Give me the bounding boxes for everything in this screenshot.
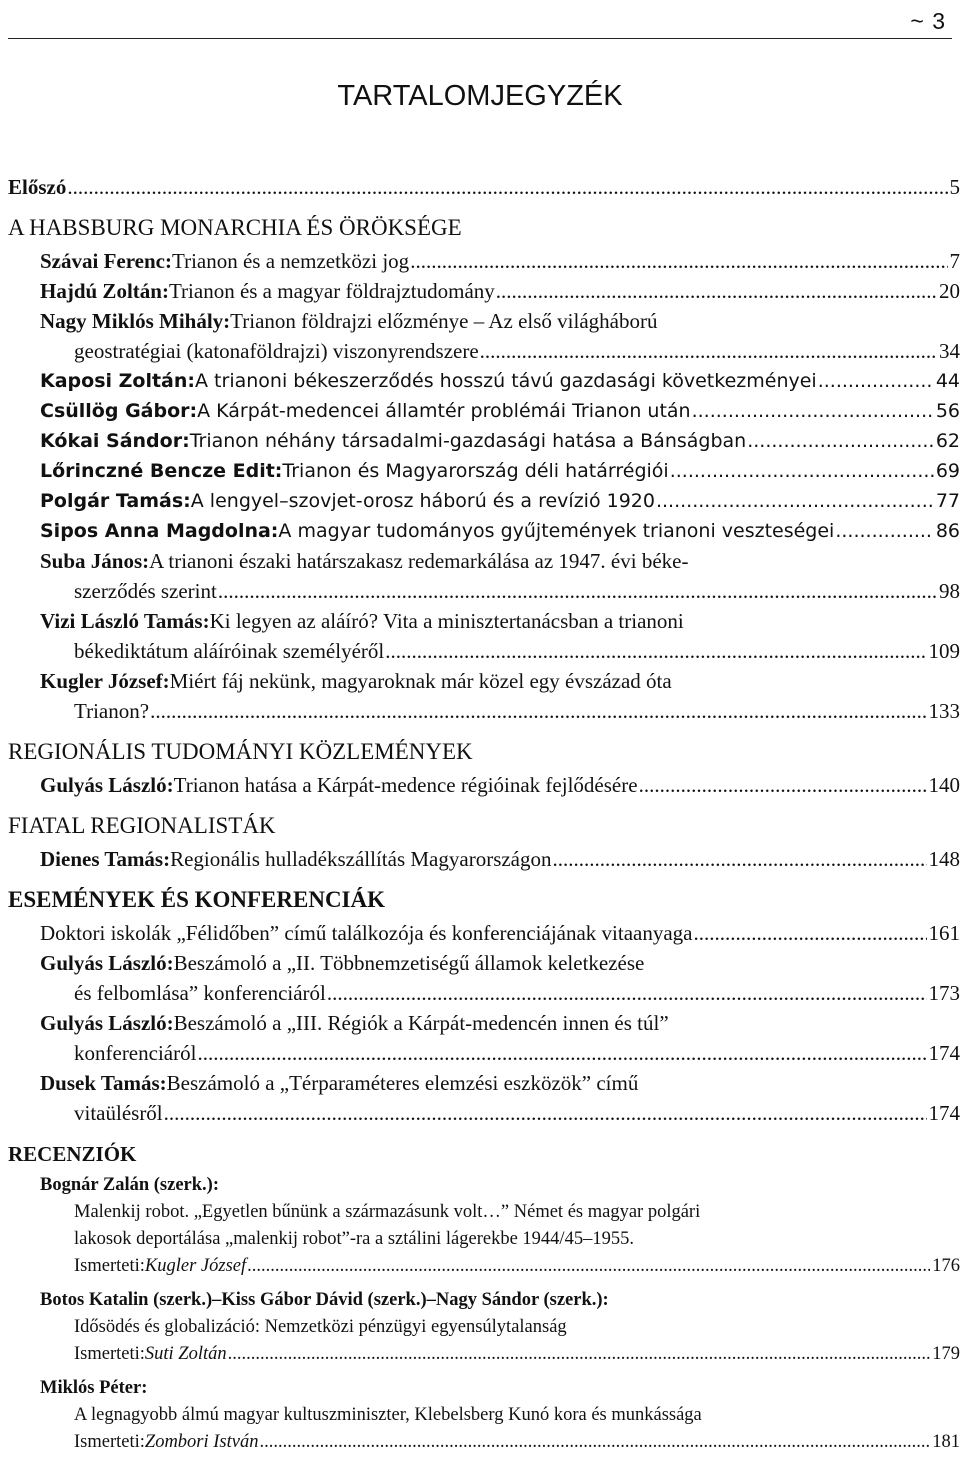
toc-entry-continuation[interactable] <box>8 978 960 1008</box>
review-title-line <box>8 1402 960 1429</box>
dot-leader <box>553 844 927 874</box>
entry-author: Gulyás László: <box>40 951 174 975</box>
entry-title: Trianon földrajzi előzménye – Az első világháború <box>230 309 658 333</box>
dot-leader <box>259 1429 930 1456</box>
entry-author: Lőrinczné Bencze Edit: <box>40 460 283 482</box>
reviewer-label: Ismerteti: <box>74 1344 145 1364</box>
toc-entry[interactable] <box>8 546 960 576</box>
reviewer-name: Zombori István <box>144 1432 259 1452</box>
entry-title: Ki legyen az aláíró? Vita a minisztertanácsban a trianoni <box>209 609 684 633</box>
toc-entry[interactable] <box>8 1253 960 1280</box>
dot-leader <box>692 396 934 426</box>
entry-title: A magyar tudományos gyűjtemények trianoni veszteségei <box>278 520 835 542</box>
dot-leader <box>150 696 926 726</box>
dot-leader <box>818 366 934 396</box>
entry-author: Gulyás László: <box>40 773 174 797</box>
page-ref: 181 <box>932 1432 960 1452</box>
page-header <box>8 0 952 39</box>
entry-title: konferenciáról <box>74 1041 197 1065</box>
review-title-line <box>8 1226 960 1253</box>
toc-entry[interactable] <box>8 276 960 306</box>
section-heading-events: ESEMÉNYEK ÉS KONFERENCIÁK <box>8 887 386 912</box>
review-editor <box>8 1172 960 1199</box>
page-ref: 44 <box>935 370 960 392</box>
page-ref: 176 <box>932 1256 960 1276</box>
toc-entry[interactable] <box>8 666 960 696</box>
toc-entry[interactable] <box>8 1429 960 1456</box>
page-ref: 174 <box>928 1041 960 1065</box>
page-ref: 86 <box>935 520 960 542</box>
review-editor <box>8 1287 960 1314</box>
entry-title: Trianon és Magyarország déli határrégiói <box>282 460 669 482</box>
toc-entry[interactable] <box>8 918 960 948</box>
entry-author: Polgár Tamás: <box>40 490 191 512</box>
toc-entry[interactable] <box>8 770 960 800</box>
entry-title: A lengyel–szovjet-orosz háború és a revízió 1920 <box>190 490 655 512</box>
dot-leader <box>164 1098 927 1128</box>
entry-title: Trianon és a nemzetközi jog <box>172 249 410 273</box>
dot-leader <box>835 516 933 546</box>
entry-title: vitaülésről <box>74 1101 163 1125</box>
section-heading-reviews: RECENZIÓK <box>8 1142 137 1166</box>
entry-title: Idősödés és globalizáció: Nemzetközi pénzügyi egyensúlytalanság <box>74 1317 567 1337</box>
dot-leader <box>197 1038 926 1068</box>
entry-title: A trianoni északi határszakasz redemarkálása az 1947. évi béke- <box>149 549 689 573</box>
entry-author: Dusek Tamás: <box>40 1071 167 1095</box>
entry-title: Trianon? <box>74 699 150 723</box>
page-ref: 98 <box>939 579 960 603</box>
toc-entry[interactable] <box>8 1068 960 1098</box>
entry-author: Dienes Tamás: <box>40 847 171 871</box>
entry-author: Botos Katalin (szerk.)–Kiss Gábor Dávid (szerk.)–Nagy Sándor (szerk.): <box>40 1290 609 1310</box>
page-ref: 179 <box>932 1344 960 1364</box>
review-editor <box>8 1375 960 1402</box>
page-ref: 69 <box>935 460 960 482</box>
entry-author: Szávai Ferenc: <box>40 249 172 273</box>
dot-leader <box>410 246 947 276</box>
toc-entry[interactable] <box>8 948 960 978</box>
toc-entry[interactable] <box>8 366 960 396</box>
table-of-contents <box>8 172 960 1456</box>
toc-entry-continuation[interactable] <box>8 336 960 366</box>
dot-leader <box>385 636 926 666</box>
entry-author: Suba János: <box>40 549 150 573</box>
page-ref: 34 <box>939 339 960 363</box>
dot-leader <box>639 770 927 800</box>
page-ref: 148 <box>928 847 960 871</box>
dot-leader <box>247 1253 930 1280</box>
section-heading-young: FIATAL REGIONALISTÁK <box>8 813 276 838</box>
page-ref: 56 <box>935 400 960 422</box>
reviewer-name: Kugler József <box>144 1256 247 1276</box>
toc-entry[interactable] <box>8 396 960 426</box>
page-ref: 77 <box>935 490 960 512</box>
review-list <box>8 1172 960 1456</box>
page-ref: 7 <box>949 249 960 273</box>
toc-entry[interactable] <box>8 606 960 636</box>
page-ref: 173 <box>928 981 960 1005</box>
dot-leader <box>480 336 937 366</box>
review-title-line <box>8 1314 960 1341</box>
entry-title: Beszámoló a „Térparaméteres elemzési eszközök” című <box>166 1071 639 1095</box>
entry-author: Kugler József: <box>40 669 170 693</box>
page-ref: 140 <box>928 773 960 797</box>
entry-title: Doktori iskolák „Félidőben” című találkozója és konferenciájának vitaanyaga <box>40 921 693 945</box>
section-heading-regional: REGIONÁLIS TUDOMÁNYI KÖZLEMÉNYEK <box>8 739 473 764</box>
page-ref: 62 <box>935 430 960 452</box>
toc-entry[interactable] <box>8 486 960 516</box>
entry-title: és felbomlása” konferenciáról <box>74 981 326 1005</box>
entry-title: A trianoni békeszerződés hosszú távú gazdasági következményei <box>195 370 817 392</box>
toc-entry-continuation[interactable] <box>8 576 960 606</box>
entry-author: Nagy Miklós Mihály: <box>40 309 231 333</box>
entry-author: Miklós Péter: <box>40 1378 148 1398</box>
entry-author: Kókai Sándor: <box>40 430 190 452</box>
toc-entry[interactable] <box>8 1008 960 1038</box>
entry-title: A legnagyobb álmú magyar kultuszminiszter, Klebelsberg Kunó kora és munkássága <box>74 1405 702 1425</box>
toc-entry-continuation[interactable] <box>8 696 960 726</box>
toc-entry-continuation[interactable] <box>8 1038 960 1068</box>
toc-entry[interactable] <box>8 516 960 546</box>
toc-entry[interactable] <box>8 456 960 486</box>
dot-leader <box>327 978 927 1008</box>
page-ref: 133 <box>928 699 960 723</box>
page-ref: 20 <box>939 279 960 303</box>
dot-leader <box>747 426 934 456</box>
dot-leader <box>496 276 937 306</box>
entry-title: szerződés szerint <box>74 579 217 603</box>
entry-author: Sipos Anna Magdolna: <box>40 520 279 542</box>
entry-title: Beszámoló a „II. Többnemzetiségű államok keletkezése <box>173 951 645 975</box>
entry-title: Előszó <box>8 175 67 199</box>
entry-author: Csüllög Gábor: <box>40 400 198 422</box>
dot-leader <box>218 576 937 606</box>
page-ref: 174 <box>928 1101 960 1125</box>
review-title-line <box>8 1199 960 1226</box>
page-number: ~ 3 <box>910 8 946 34</box>
toc-entry-continuation[interactable] <box>8 1098 960 1128</box>
entry-title: A Kárpát-medencei államtér problémái Trianon után <box>197 400 691 422</box>
toc-entry-foreword[interactable] <box>8 172 960 202</box>
entry-title: Regionális hulladékszállítás Magyarországon <box>170 847 552 871</box>
entry-author: Vizi László Tamás: <box>40 609 210 633</box>
toc-entry[interactable] <box>8 1341 960 1368</box>
dot-leader <box>694 918 927 948</box>
toc-entry[interactable] <box>8 844 960 874</box>
section-heading-habsburg: A HABSBURG MONARCHIA ÉS ÖRÖKSÉGE <box>8 215 462 240</box>
toc-entry-continuation[interactable] <box>8 636 960 666</box>
entry-title: lakosok deportálása „malenkij robot”-ra a sztálini lágerekbe 1944/45–1955. <box>74 1229 634 1249</box>
entry-author: Kaposi Zoltán: <box>40 370 196 392</box>
page-ref: 161 <box>928 921 960 945</box>
entry-author: Bognár Zalán (szerk.): <box>40 1175 220 1195</box>
entry-title: Trianon néhány társadalmi-gazdasági hatása a Bánságban <box>189 430 747 452</box>
dot-leader <box>228 1341 931 1368</box>
entry-author: Gulyás László: <box>40 1011 174 1035</box>
dot-leader <box>67 172 947 202</box>
entry-author: Hajdú Zoltán: <box>40 279 169 303</box>
reviewer-label: Ismerteti: <box>74 1256 145 1276</box>
toc-entry[interactable] <box>8 426 960 456</box>
dot-leader <box>670 456 934 486</box>
entry-title: Trianon és a magyar földrajztudomány <box>168 279 495 303</box>
page-title: TARTALOMJEGYZÉK <box>337 80 623 112</box>
reviewer-label: Ismerteti: <box>74 1432 145 1452</box>
reviewer-name: Suti Zoltán <box>144 1344 227 1364</box>
entry-title: Malenkij robot. „Egyetlen bűnünk a származásunk volt…” Német és magyar polgári <box>74 1202 701 1222</box>
toc-entry[interactable] <box>8 246 960 276</box>
dot-leader <box>656 486 934 516</box>
entry-title: Trianon hatása a Kárpát-medence régióinak fejlődésére <box>173 773 638 797</box>
entry-title: Miért fáj nekünk, magyaroknak már közel egy évszázad óta <box>169 669 672 693</box>
page-ref: 109 <box>928 639 960 663</box>
entry-title: Beszámoló a „III. Régiók a Kárpát-medencén innen és túl” <box>173 1011 669 1035</box>
toc-entry[interactable] <box>8 306 960 336</box>
entry-title: békediktátum aláíróinak személyéről <box>74 639 385 663</box>
page-ref: 5 <box>949 175 960 199</box>
entry-title: geostratégiai (katonaföldrajzi) viszonyrendszere <box>74 339 479 363</box>
